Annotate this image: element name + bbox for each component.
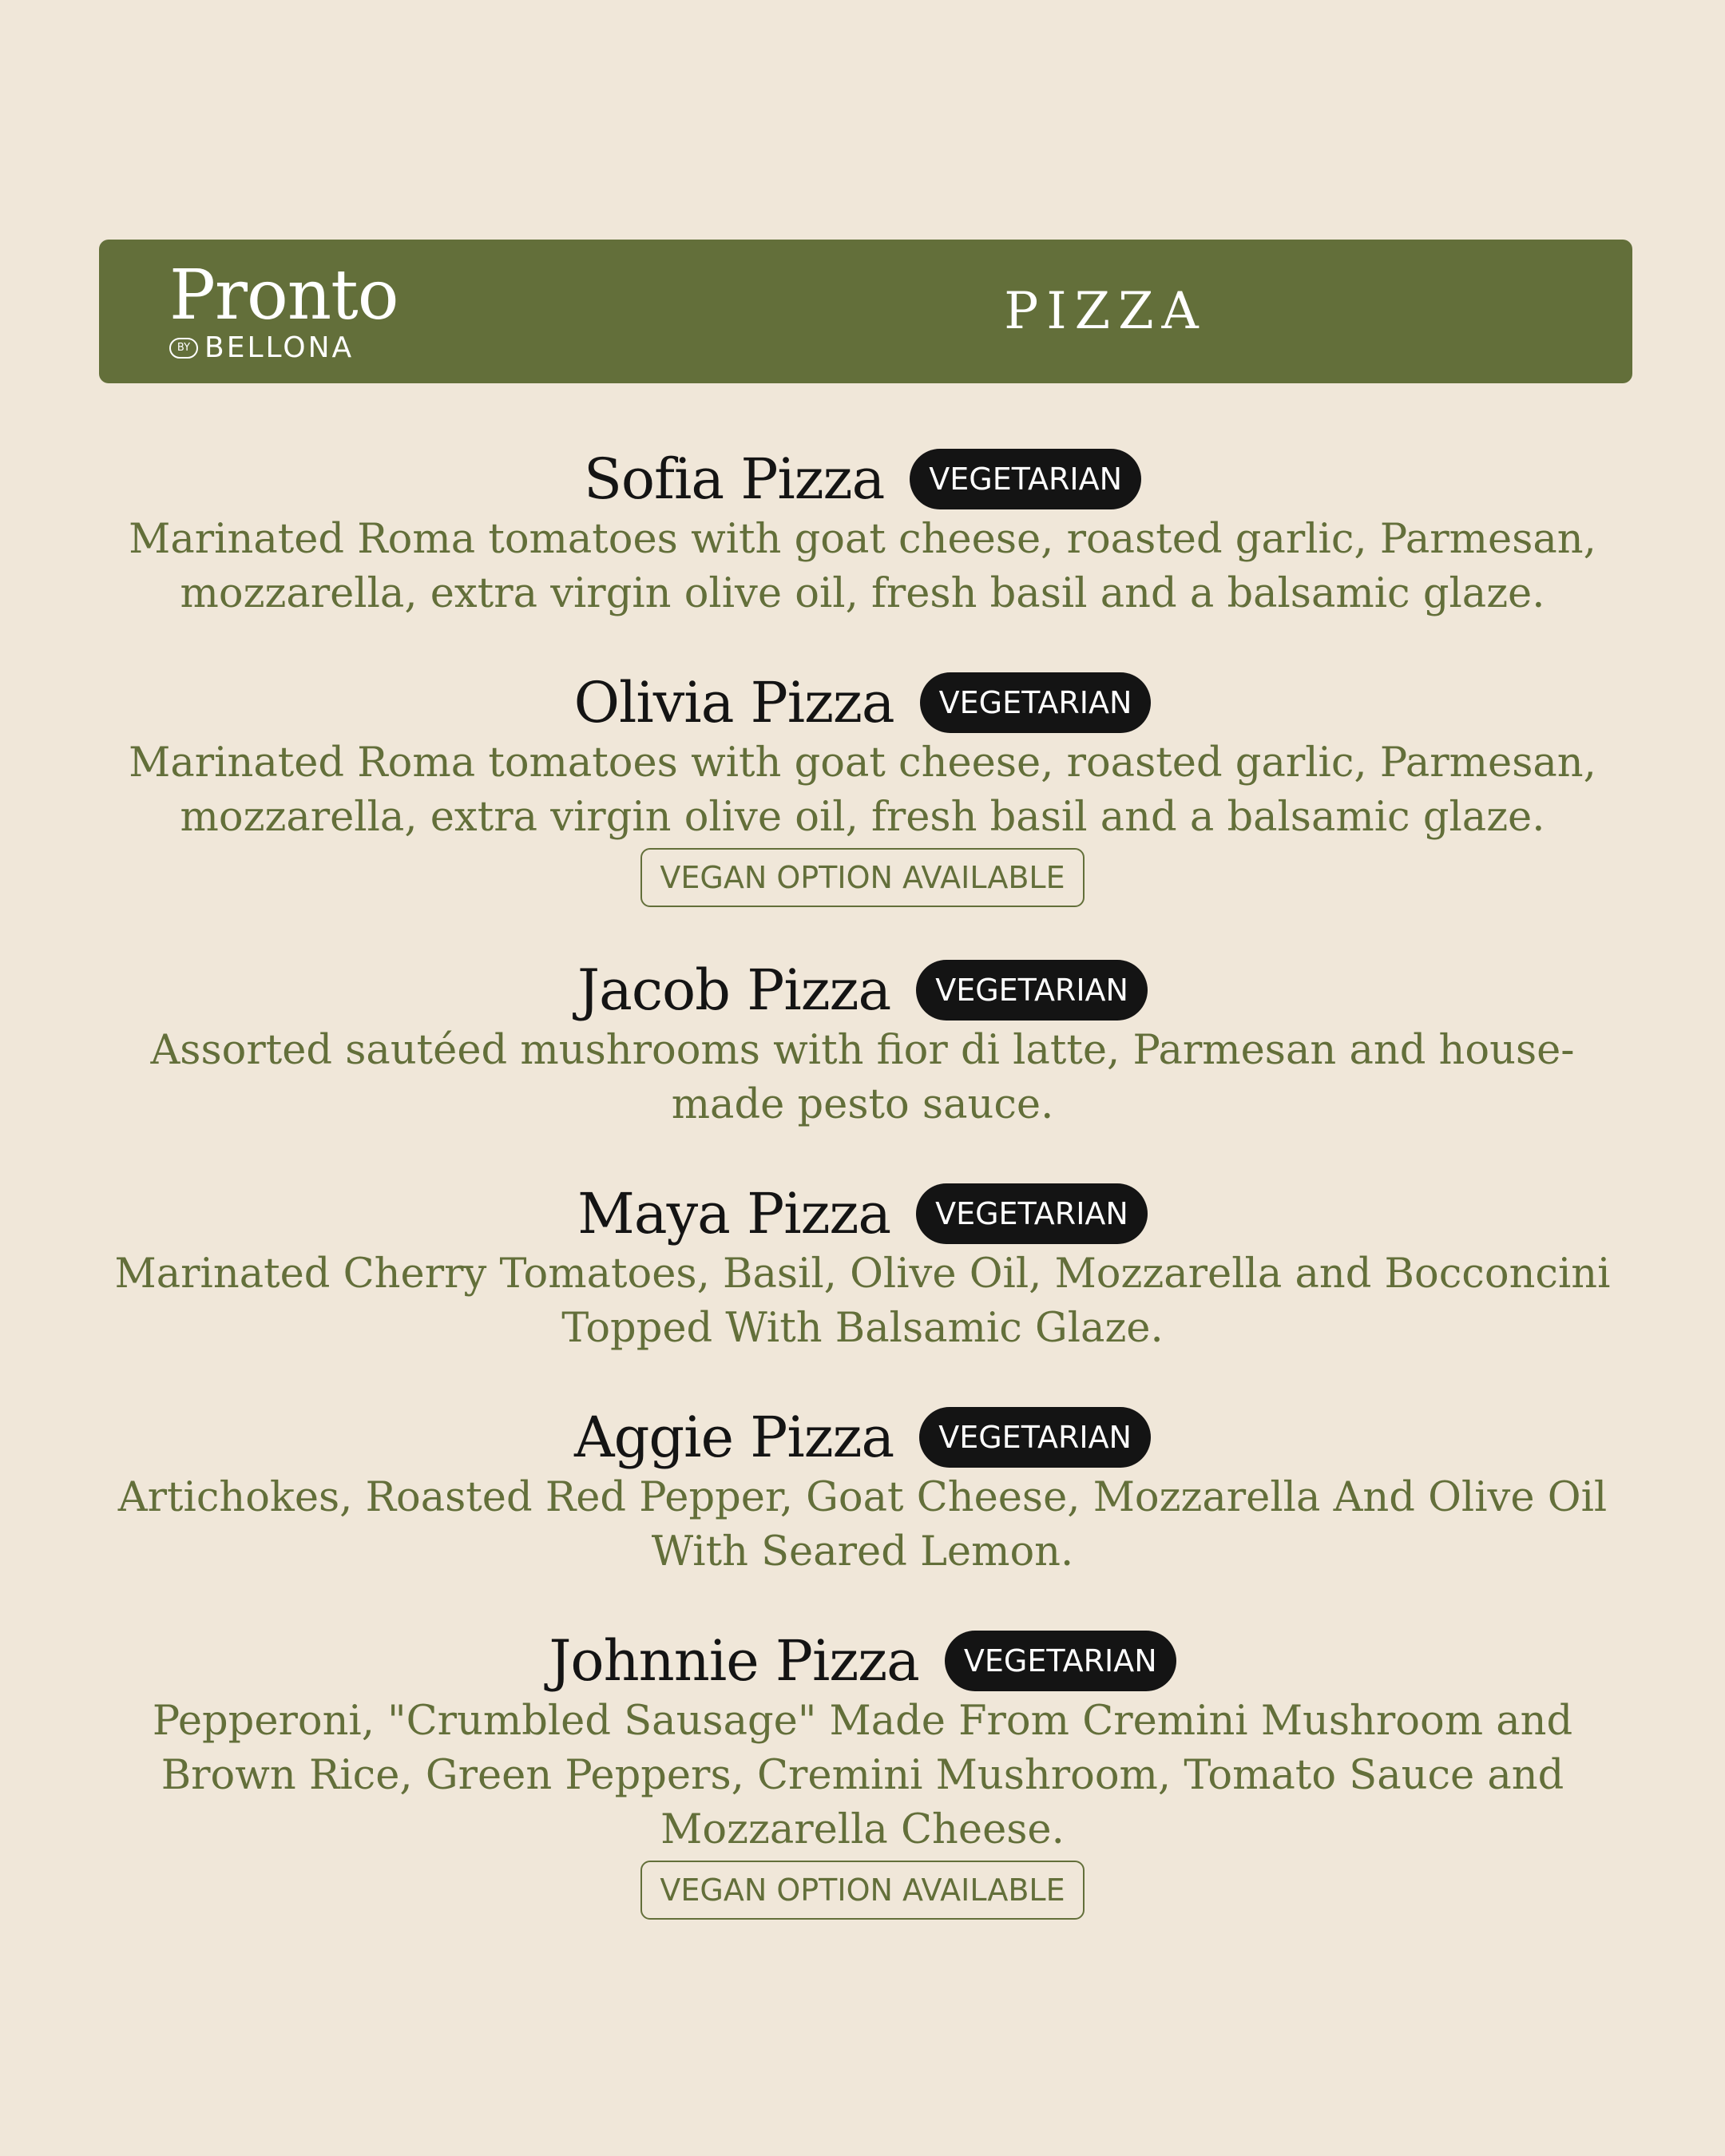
vegan-option-badge: VEGAN OPTION AVAILABLE bbox=[640, 1861, 1084, 1920]
vegetarian-badge: VEGETARIAN bbox=[919, 1407, 1151, 1468]
vegetarian-badge: VEGETARIAN bbox=[945, 1631, 1176, 1691]
section-title: PIZZA bbox=[1004, 282, 1207, 341]
vegetarian-badge: VEGETARIAN bbox=[920, 672, 1152, 733]
menu-item-title-row bbox=[99, 444, 1626, 514]
logo-by-mark: BY bbox=[169, 338, 198, 359]
menu-item-aggie bbox=[99, 1402, 1626, 1579]
menu-item-sofia bbox=[99, 444, 1626, 621]
menu-item-name: Maya Pizza bbox=[577, 1181, 891, 1246]
menu-item-description: Marinated Cherry Tomatoes, Basil, Olive Oil, Mozzarella and Bocconcini Topped With Balsamic Glaze. bbox=[114, 1250, 1611, 1352]
menu-item-description: Marinated Roma tomatoes with goat cheese, roasted garlic, Parmesan, mozzarella, extra virgin olive oil, fresh basil and a balsamic glaze. bbox=[129, 516, 1596, 617]
logo-bellona: BELLONA bbox=[204, 331, 355, 364]
menu-item-name: Sofia Pizza bbox=[583, 446, 885, 512]
logo-subline bbox=[169, 332, 398, 364]
vegan-option-badge: VEGAN OPTION AVAILABLE bbox=[640, 848, 1084, 907]
menu-header bbox=[99, 240, 1632, 383]
menu-item-name: Johnnie Pizza bbox=[549, 1628, 919, 1694]
menu-item-description: Marinated Roma tomatoes with goat cheese, roasted garlic, Parmesan, mozzarella, extra virgin olive oil, fresh basil and a balsamic glaze. bbox=[129, 739, 1596, 841]
menu-item-johnnie bbox=[99, 1626, 1626, 1920]
menu-item-title-row bbox=[99, 668, 1626, 738]
menu-item-jacob bbox=[99, 955, 1626, 1132]
menu-item-description: Pepperoni, "Crumbled Sausage" Made From Cremini Mushroom and Brown Rice, Green Peppers, Cremini Mushroom, Tomato Sauce and Mozzarella Cheese. bbox=[152, 1698, 1573, 1853]
menu-item-olivia bbox=[99, 668, 1626, 907]
menu-item-name: Jacob Pizza bbox=[577, 957, 891, 1023]
menu-item-title-row bbox=[99, 1402, 1626, 1472]
menu-item-description: Assorted sautéed mushrooms with fior di latte, Parmesan and house-made pesto sauce. bbox=[150, 1027, 1575, 1128]
menu-item-title-row bbox=[99, 1179, 1626, 1249]
menu-item-title-row bbox=[99, 1626, 1626, 1696]
menu-item-name: Olivia Pizza bbox=[573, 670, 894, 735]
vegetarian-badge: VEGETARIAN bbox=[916, 960, 1148, 1021]
pronto-logo bbox=[169, 257, 398, 364]
logo-wordmark: Pronto bbox=[169, 256, 399, 335]
vegetarian-badge: VEGETARIAN bbox=[916, 1183, 1148, 1244]
menu-item-name: Aggie Pizza bbox=[574, 1405, 894, 1470]
vegetarian-badge: VEGETARIAN bbox=[910, 449, 1141, 509]
menu-item-title-row bbox=[99, 955, 1626, 1025]
menu-item-maya bbox=[99, 1179, 1626, 1356]
menu-item-description: Artichokes, Roasted Red Pepper, Goat Cheese, Mozzarella And Olive Oil With Seared Lemon. bbox=[117, 1474, 1608, 1575]
